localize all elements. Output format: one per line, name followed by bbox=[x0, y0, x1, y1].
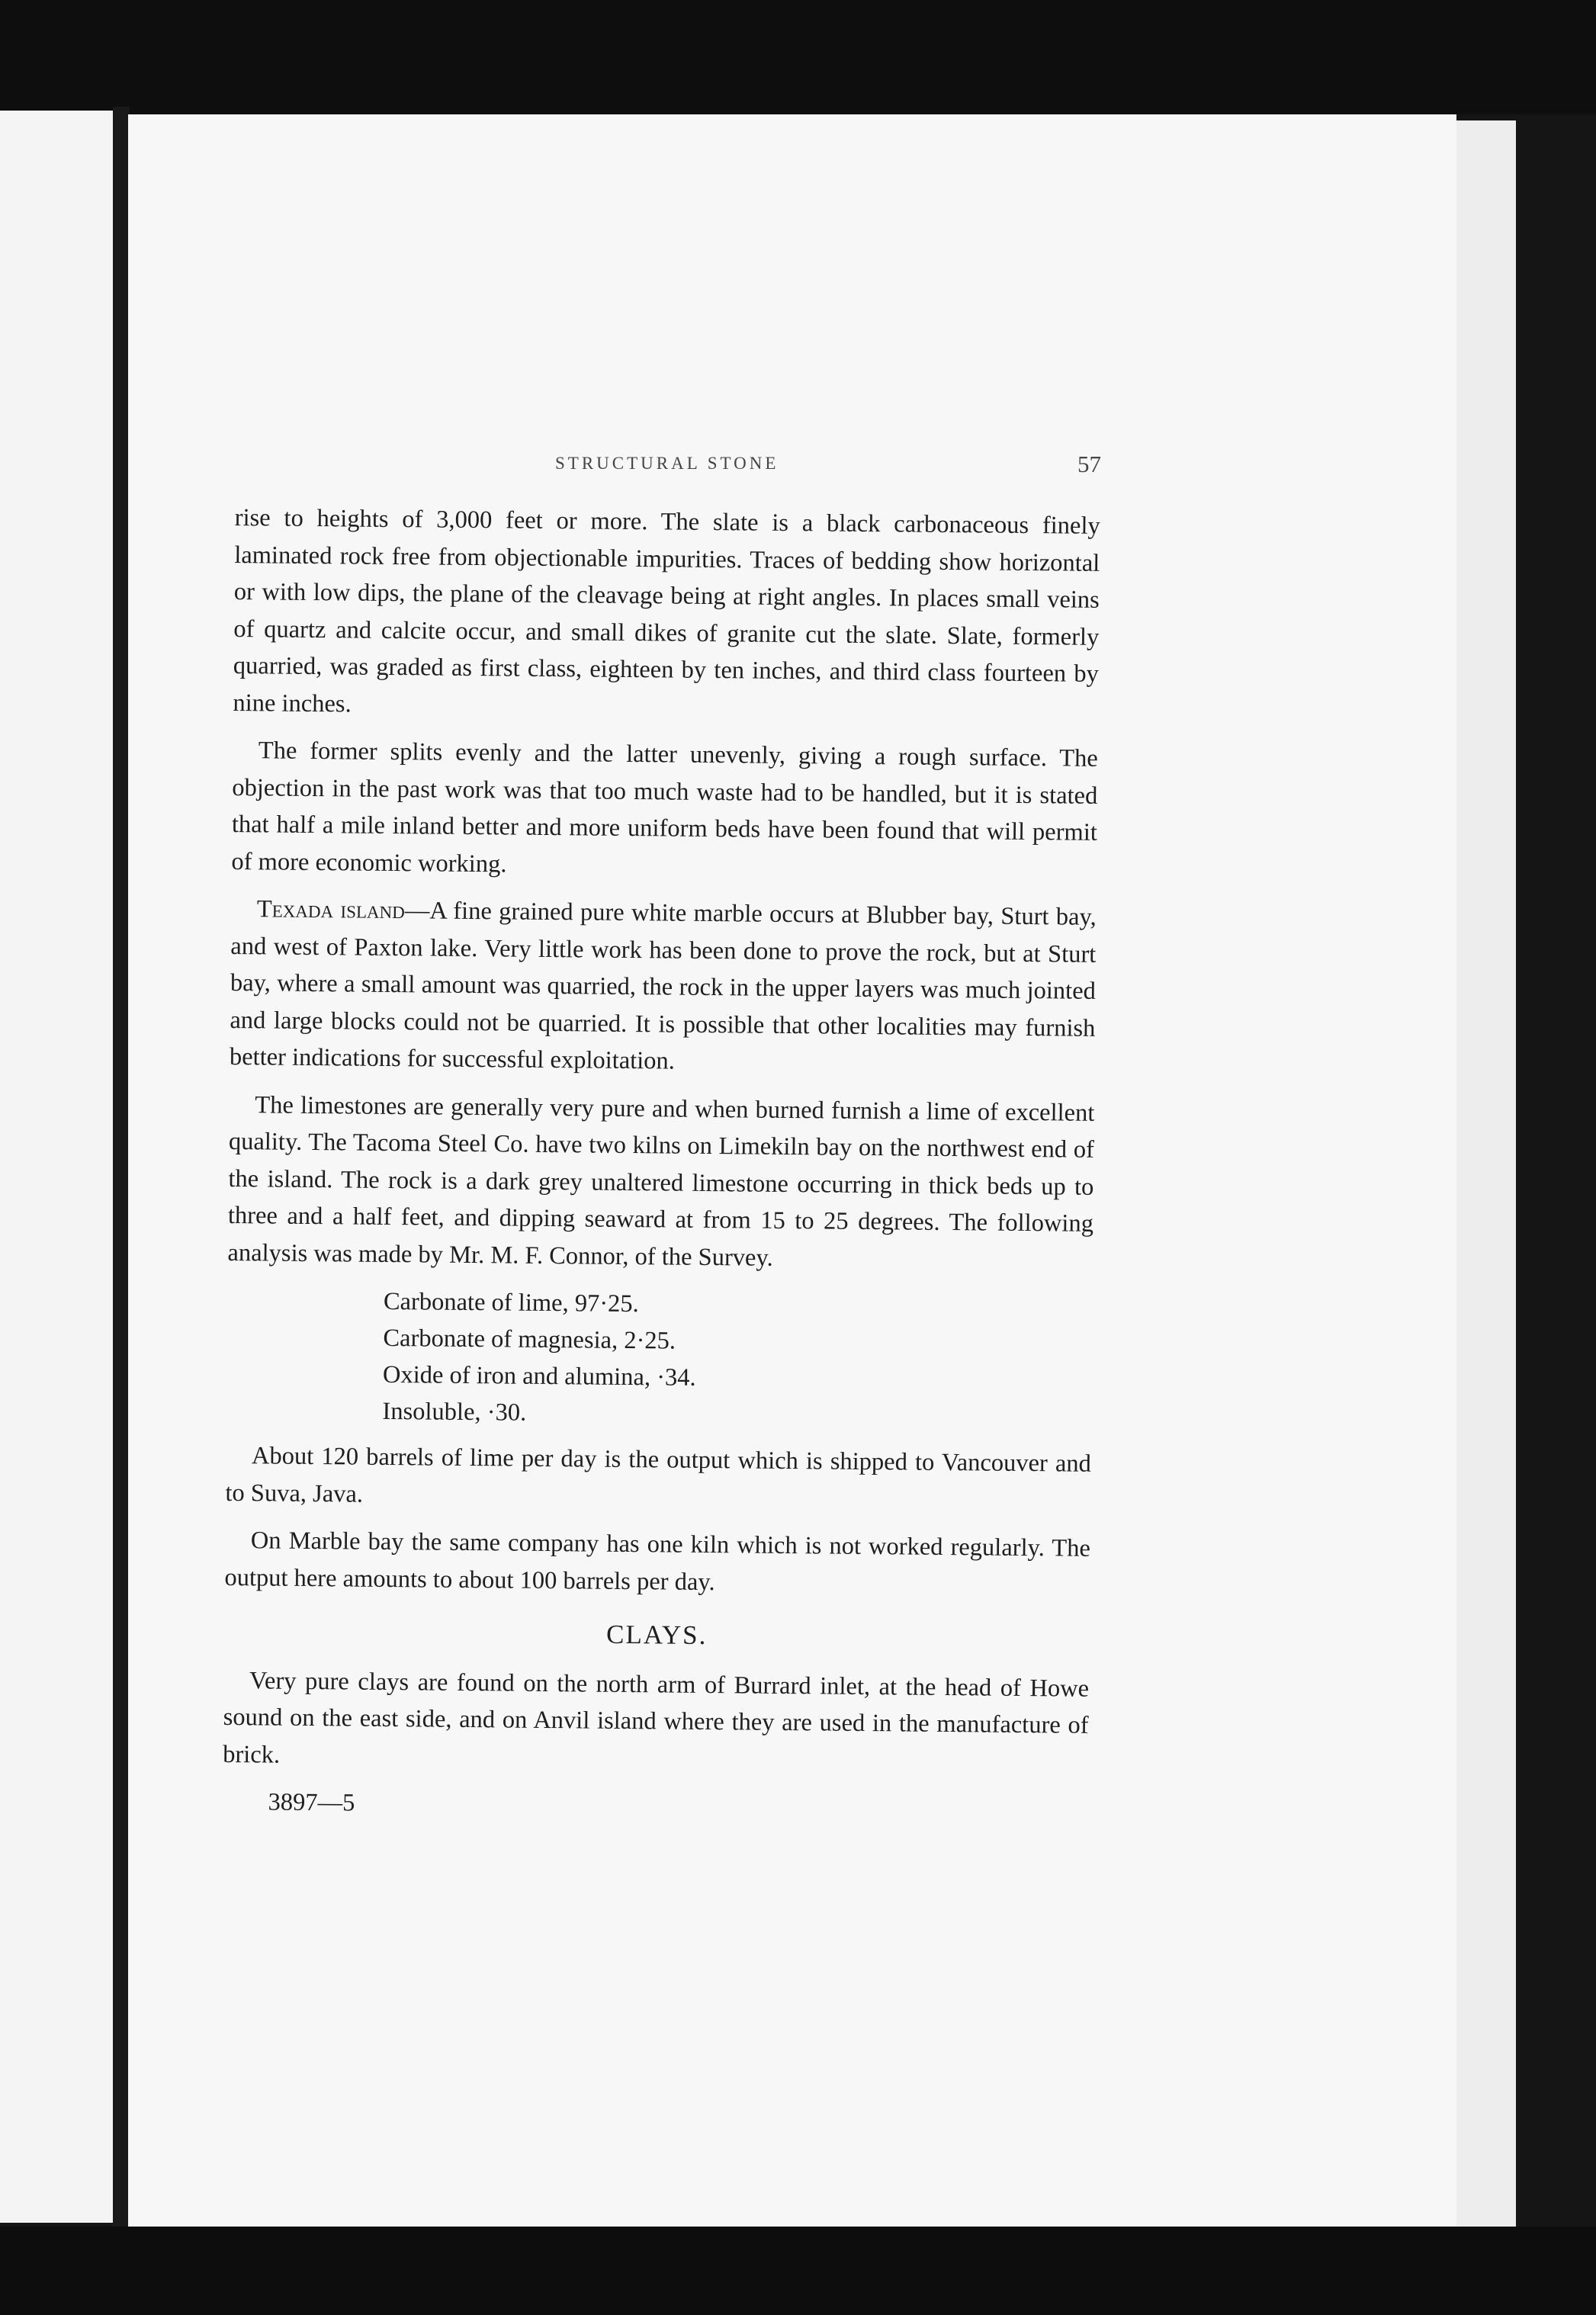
page-body bbox=[222, 499, 1100, 1829]
paragraph-clays: Very pure clays are found on the north arm of Burrard inlet, at the head of Howe sound on the east side, and on Anvil island where they are used in the manufacture of brick. bbox=[223, 1666, 1090, 1769]
paragraph-output: About 120 barrels of lime per day is the output which is shipped to Vancouver and to Suva, Java. bbox=[225, 1442, 1092, 1508]
running-head bbox=[128, 451, 1456, 484]
section-heading-clays: CLAYS. bbox=[605, 1619, 708, 1651]
page-number: 57 bbox=[1077, 451, 1101, 477]
printer-signature: 3897—5 bbox=[268, 1788, 355, 1817]
analysis-list bbox=[382, 1283, 1093, 1437]
analysis-item: Carbonate of lime, 97·25. bbox=[383, 1287, 639, 1318]
book-gutter bbox=[113, 107, 130, 2230]
paragraph-slate: rise to heights of 3,000 feet or more. The slate is a black carbonaceous finely laminated rock free from objectionable impurities. Traces of bedding show horizontal or with low dips, the plane of the cleavage being at right angles. In places small veins of quartz and calcite occur, and small dikes of granite cut the slate. Slate, formerly quarried, was graded as first class, eighteen by ten inches, and third class fourteen by nine inches. bbox=[233, 503, 1100, 718]
paragraph-marble-bay: On Marble bay the same company has one kiln which is not worked regularly. The output here amounts to about 100 barrels per day. bbox=[224, 1527, 1091, 1596]
running-head-title: STRUCTURAL STONE bbox=[555, 454, 779, 473]
paragraph-limestones: The limestones are generally very pure and when burned furnish a lime of excellent quality. The Tacoma Steel Co. have two kilns on Limekiln bay on the northwest end of the island. The rock is a dark grey unaltered limestone occurring in thick beds up to three and a half feet, and dipping seaward at from 15 to 25 degrees. The following analysis was made by Mr. M. F. Connor, of the Survey. bbox=[227, 1090, 1095, 1272]
paragraph-splits: The former splits evenly and the latter unevenly, giving a rough surface. The objection in the past work was that too much waste had to be handled, but it is stated that half a mile inland better and more uniform beds have been found that will permit of more economic working. bbox=[231, 737, 1098, 878]
analysis-item: Oxide of iron and alumina, ·34. bbox=[382, 1360, 696, 1392]
film-border-top bbox=[0, 0, 1596, 114]
previous-page-edge bbox=[0, 111, 113, 2223]
book-page bbox=[128, 114, 1456, 2230]
paragraph-texada bbox=[230, 891, 1097, 1084]
section-lead-texada: Texada island bbox=[256, 895, 406, 925]
paragraph-texada-text: —A fine grained pure white marble occurs at Blubber bay, Sturt bay, and west of Paxton lake. Very little work has been done to prove the rock, but at Sturt bay, where a small amount was quarried, the rock in the upper layers was much jointed and large blocks could not be quarried. It is possible that other localities may furnish better indications for successful exploitation. bbox=[229, 897, 1097, 1075]
film-border-bottom bbox=[0, 2227, 1596, 2315]
analysis-item: Insoluble, ·30. bbox=[382, 1397, 527, 1427]
analysis-item: Carbonate of magnesia, 2·25. bbox=[383, 1324, 676, 1355]
